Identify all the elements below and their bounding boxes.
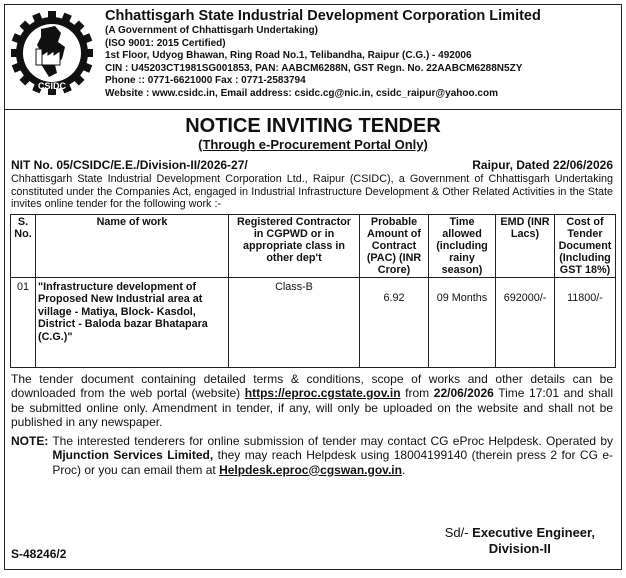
tender-notice	[4, 4, 622, 570]
division: Division-II	[488, 541, 551, 556]
designation: Executive Engineer,	[472, 525, 595, 540]
place-date: Raipur, Dated 22/06/2026	[472, 158, 613, 172]
notice-title: NOTICE INVITING TENDER	[185, 115, 441, 137]
header-pac: Probable Amount of Contract (PAC) (INR Crore)	[360, 214, 429, 277]
csidc-logo	[11, 9, 93, 97]
header-sno: S. No.	[11, 214, 36, 277]
table-row	[11, 277, 616, 367]
cell-time: 09 Months	[429, 277, 496, 367]
note-end: .	[401, 462, 406, 477]
download-date: 22/06/2026	[433, 386, 494, 400]
org-name: Chhattisgarh State Industrial Development Corporation Limited	[105, 8, 541, 24]
header-emd: EMD (INR Lacs)	[496, 214, 555, 277]
notice-code: S-48246/2	[11, 547, 67, 561]
header-work: Name of work	[36, 214, 229, 277]
helpdesk-email-link[interactable]: Helpdesk.eproc@cgswan.gov.in	[219, 462, 402, 477]
notice-subtitle: (Through e-Procurement Portal Only)	[198, 137, 428, 152]
download-text-c: Time 17:01 and shall be submitted online only. Amendment in tender, if any, will only be uploaded on the website and shall not be published in any newspaper.	[11, 386, 613, 429]
cell-emd: 692000/-	[496, 277, 555, 367]
header-time: Time allowed (including rainy season)	[429, 214, 496, 277]
cell-sno: 01	[11, 277, 36, 367]
cell-cost: 11800/-	[555, 277, 616, 367]
govt-line: (A Government of Chhattisgarh Undertaking)	[105, 25, 318, 36]
download-text-b: from	[405, 386, 430, 400]
note-text-a: The interested tenderers for online submission of tender may contact CG eProc Helpdesk. Operated by	[52, 433, 613, 448]
portal-link[interactable]: https://eproc.cgstate.gov.in	[244, 386, 401, 400]
note-paragraph	[5, 430, 621, 478]
cell-class: Class-B	[229, 277, 360, 367]
org-details	[105, 8, 617, 101]
cell-work: "Infrastructure development of Proposed New Industrial area at village - Matiya, Block- Kasdol, District - Baloda bazar Bhatapara (C.G.)"	[36, 277, 229, 367]
logo-text: CSIDC	[37, 81, 67, 91]
note-label: NOTE:	[11, 433, 49, 448]
note-company: Mjunction Services Limited,	[52, 448, 214, 462]
download-paragraph	[5, 368, 621, 430]
works-table	[10, 214, 616, 368]
table-header-row	[11, 214, 616, 277]
footer	[11, 525, 613, 565]
nit-number: NIT No. 05/CSIDC/E.E./Division-II/2026-27/	[11, 158, 248, 172]
header-divider	[5, 109, 621, 110]
nit-row	[5, 152, 621, 172]
letterhead	[5, 5, 621, 109]
website-line: Website : www.csidc.in, Email address: csidc.cg@nic.in, csidc_raipur@yahoo.com	[105, 87, 498, 99]
cell-pac: 6.92	[360, 277, 429, 367]
address-line: 1st Floor, Udyog Bhawan, Ring Road No.1, Telibandha, Raipur (C.G.) - 492006	[105, 50, 472, 62]
sd-label: Sd/-	[444, 525, 469, 540]
intro-text: Chhattisgarh State Industrial Development Corporation Ltd., Raipur (CSIDC), a Government of Chhattisgarh Undertaking constituted under the Companies Act, engaged in Industrial Infrastructure Development & Other Related Activities in the State invites online tender for the following work :-	[11, 173, 613, 210]
note-text-b: they may reach Helpdesk using 18004199140 (therein press 2 for CG e-Proc) or you can email them at	[52, 448, 613, 477]
signature-block	[445, 525, 595, 557]
download-text-a: The tender document containing detailed terms & conditions, scope of works and other details can be downloaded from the web portal (website)	[11, 371, 613, 400]
phone-line: Phone :: 0771-6621000 Fax : 0771-2583794	[105, 75, 306, 87]
cin-line: CIN : U45203CT1981SG001853, PAN: AABCM6288N, GST Regn. No. 22AABCM6288N5ZY	[105, 62, 523, 74]
header-class: Registered Contractor in CGPWD or in appropriate class in other dep't	[229, 214, 360, 277]
iso-line: (ISO 9001: 2015 Certified)	[105, 37, 226, 49]
header-cost: Cost of Tender Document (Including GST 18%)	[555, 214, 616, 277]
